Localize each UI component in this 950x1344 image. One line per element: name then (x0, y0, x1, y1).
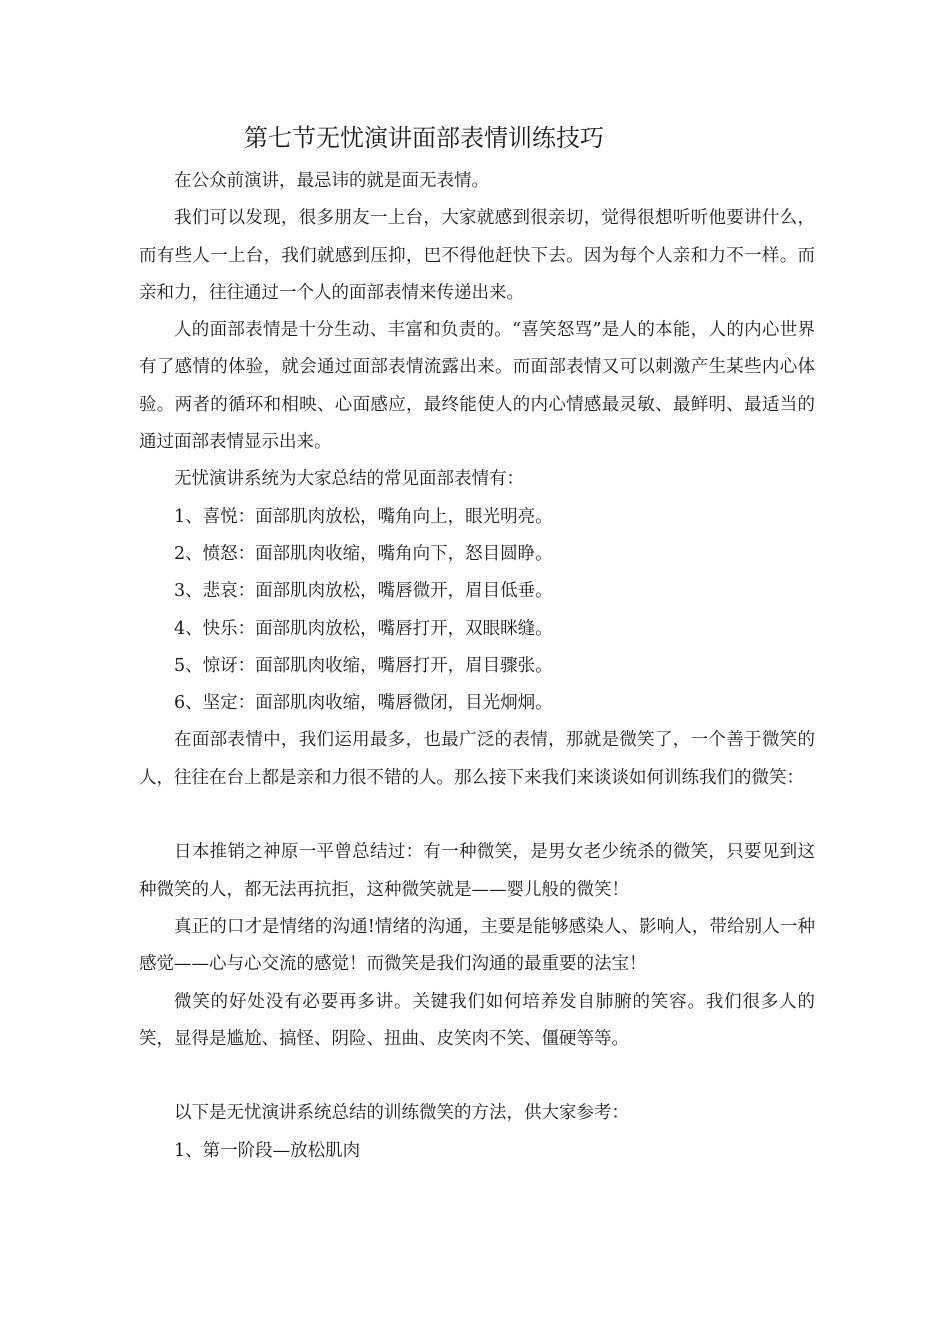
paragraph-intro: 在公众前演讲，最忌讳的就是面无表情。 (174, 171, 489, 191)
list-item-joy: 1、喜悦：面部肌肉放松，嘴角向上，眼光明亮。 (174, 506, 553, 527)
paragraph-baby-smile: 日本推销之神原一平曾总结过：有一种微笑，是男女老少统杀的微笑，只要见到这种微笑的人，都无法再抗拒，这种微笑就是——婴儿般的微笑！ (139, 842, 815, 900)
paragraph-method-intro: 以下是无忧演讲系统总结的训练微笑的方法，供大家参考： (174, 1103, 629, 1124)
paragraph-affinity: 我们可以发现，很多朋友一上台，大家就感到很亲切，觉得很想听听他要讲什么，而有些人一上台，我们就感到压抑，巴不得他赶快下去。因为每个人亲和力不一样。而亲和力，往往通过一个人的面部表情来传递出来。 (139, 208, 815, 303)
list-item-anger: 2、愤怒：面部肌肉收缩，嘴角向下，怒目圆睁。 (174, 543, 553, 564)
blank-line (139, 1058, 815, 1095)
paragraph-expression: 人的面部表情是十分生动、丰富和负责的。“喜笑怒骂”是人的本能，人的内心世界有了感情的体验，就会通过面部表情流露出来。而面部表情又可以刺激产生某些内心体验。两者的循环和相映、心面感应，最终能使人的内心情感最灵敏、最鲜明、最适当的通过面部表情显示出来。 (139, 320, 815, 453)
paragraph-smile-benefit: 微笑的好处没有必要再多讲。关键我们如何培养发自肺腑的笑容。我们很多人的笑，显得是尴尬、搞怪、阴险、扭曲、皮笑肉不笑、僵硬等等。 (139, 991, 815, 1049)
paragraph-emotion: 真正的口才是情绪的沟通!情绪的沟通，主要是能够感染人、影响人，带给别人一种感觉——心与心交流的感觉！而微笑是我们沟通的最重要的法宝！ (139, 916, 815, 975)
list-item-sorrow: 3、悲哀：面部肌肉放松，嘴唇微开，眉目低垂。 (174, 581, 553, 602)
paragraph-smile-intro: 在面部表情中，我们运用最多，也最广泛的表情，那就是微笑了，一个善于微笑的人，往往在台上都是亲和力很不错的人。那么接下来我们来谈谈如何训练我们的微笑： (139, 730, 815, 788)
list-item-stage-one: 1、第一阶段—放松肌肉 (174, 1140, 361, 1161)
list-item-surprise: 5、惊讶：面部肌肉收缩，嘴唇打开，眉目骤张。 (174, 655, 553, 676)
list-item-determination: 6、坚定：面部肌肉收缩，嘴唇微闭，目光炯炯。 (174, 693, 553, 714)
blank-line (139, 797, 815, 834)
paragraph-list-intro: 无忧演讲系统为大家总结的常见面部表情有： (174, 469, 524, 490)
list-item-happiness: 4、快乐：面部肌肉放松，嘴唇打开，双眼眯缝。 (174, 618, 553, 639)
document-title: 第七节无忧演讲面部表情训练技巧 (244, 124, 604, 152)
document-body (139, 163, 815, 1170)
